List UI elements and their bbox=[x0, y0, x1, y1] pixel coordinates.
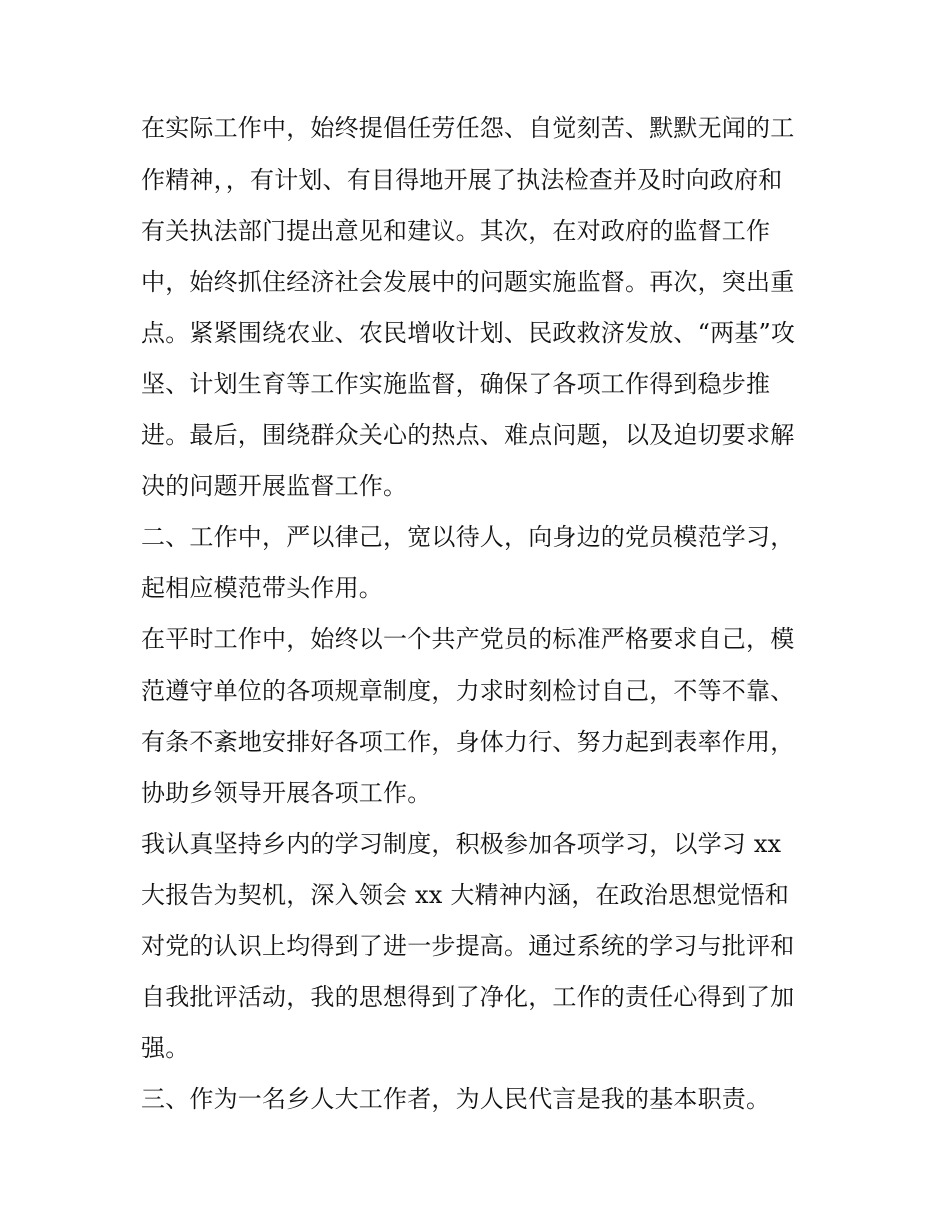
text-line: 协助乡领导开展各项工作。 bbox=[141, 779, 432, 807]
text-line: 大报告为契机，深入领会 xx 大精神内涵，在政治思想觉悟和 bbox=[141, 881, 790, 909]
text-line: 进。最后，围绕群众关心的热点、难点问题，以及迫切要求解 bbox=[141, 421, 795, 449]
text-line: 自我批评活动，我的思想得到了净化，工作的责任心得到了加 bbox=[141, 983, 795, 1011]
text-line: 范遵守单位的各项规章制度，力求时刻检讨自己，不等不靠、 bbox=[141, 677, 795, 705]
text-line: 点。紧紧围绕农业、农民增收计划、民政救济发放、“两基”攻 bbox=[141, 319, 796, 347]
text-line: 坚、计划生育等工作实施监督，确保了各项工作得到稳步推 bbox=[141, 370, 771, 398]
text-line: 我认真坚持乡内的学习制度，积极参加各项学习，以学习 xx bbox=[141, 830, 782, 858]
text-line: 起相应模范带头作用。 bbox=[141, 574, 383, 602]
text-line: 强。 bbox=[141, 1034, 190, 1062]
text-line: 有关执法部门提出意见和建议。其次，在对政府的监督工作 bbox=[141, 217, 771, 245]
text-line: 在平时工作中，始终以一个共产党员的标准严格要求自己，模 bbox=[141, 625, 795, 653]
text-line: 决的问题开展监督工作。 bbox=[141, 472, 408, 500]
section-heading-2: 二、工作中，严以律己，宽以待人，向身边的党员模范学习， bbox=[141, 523, 795, 551]
text-line: 对党的认识上均得到了进一步提高。通过系统的学习与批评和 bbox=[141, 932, 795, 960]
text-line: 有条不紊地安排好各项工作，身体力行、努力起到表率作用， bbox=[141, 728, 795, 756]
text-line: 作精神，，有计划、有目得地开展了执法检查并及时向政府和 bbox=[141, 166, 783, 194]
text-line: 中，始终抓住经济社会发展中的问题实施监督。再次，突出重 bbox=[141, 268, 795, 296]
section-heading-3: 三、作为一名乡人大工作者，为人民代言是我的基本职责。 bbox=[141, 1085, 771, 1113]
text-line: 在实际工作中，始终提倡任劳任怨、自觉刻苦、默默无闻的工 bbox=[141, 114, 795, 142]
